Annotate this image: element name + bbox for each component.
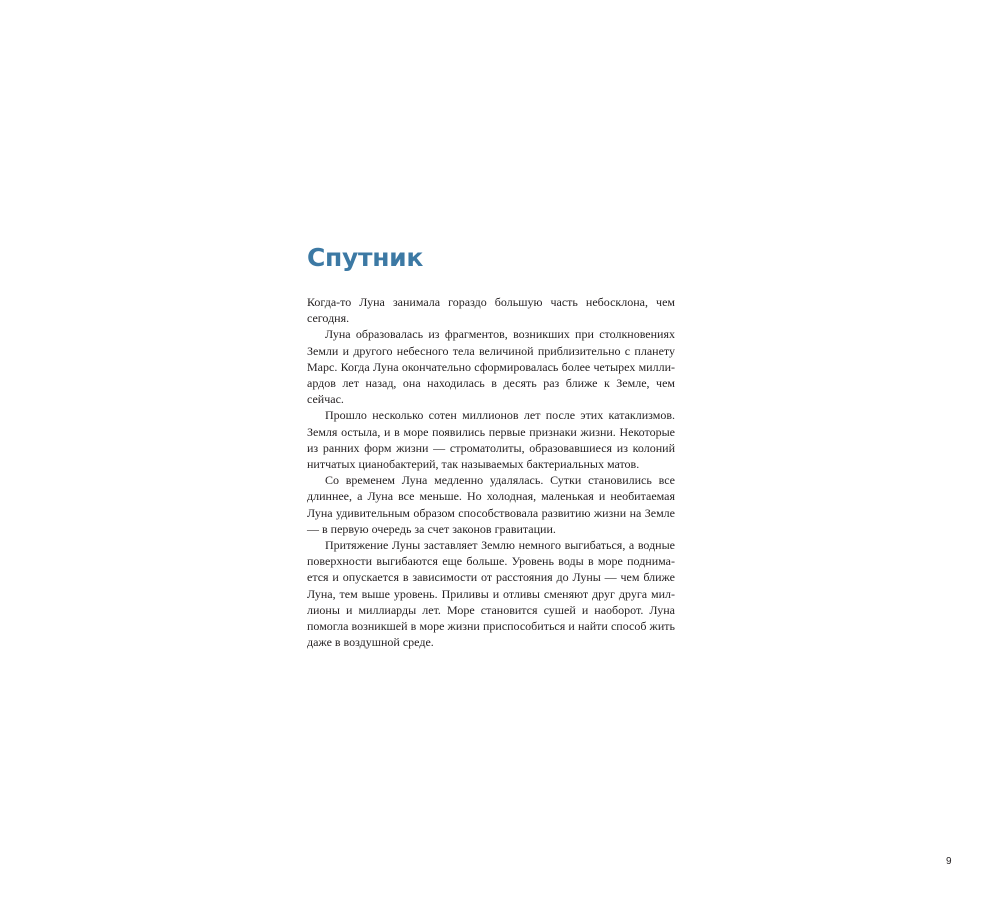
page-number: 9 [946, 856, 952, 867]
paragraph-1: Когда-то Луна занимала гораздо большую часть небосклона, чем сегодня. [307, 295, 675, 326]
body-text [307, 294, 675, 650]
text-block [307, 242, 675, 650]
paragraph-2: Луна образовалась из фрагментов, возникших при столкновениях Земли и другого небесного тела величиной приблизительно с планету Марс. Когда Луна окончательно сформировалась более четырех миллиардов лет назад, она находилась в десять раз ближе к Земле, чем сейчас. [307, 327, 675, 407]
paragraph-3: Прошло несколько сотен миллионов лет после этих катаклизмов. Земля остыла, и в море появились первые признаки жизни. Некоторые из ранних форм жизни — строматолиты, образовавшиеся из колоний нитчатых цианобактерий, так называемых бактериальных матов. [307, 408, 675, 472]
paragraph-4: Со временем Луна медленно удалялась. Сутки становились все длиннее, а Луна все меньше. Но холодная, маленькая и необитаемая Луна удивительным образом способствовала развитию жизни на Земле — в первую очередь за счет законов гравитации. [307, 473, 675, 536]
chapter-title: Спутник [307, 243, 424, 272]
paragraph-5: Притяжение Луны заставляет Землю немного выгибаться, а водные поверхности выгибаются еще больше. Уровень воды в море поднимается и опускается в зависимости от расстояния до Луны — чем ближе Луна, тем выше уровень. Приливы и отливы сменяют друг друга миллионы и миллиарды лет. Море становится сушей и наоборот. Луна помогла возникшей в море жизни приспособиться и найти способ жить даже в воздушной среде. [307, 538, 675, 650]
